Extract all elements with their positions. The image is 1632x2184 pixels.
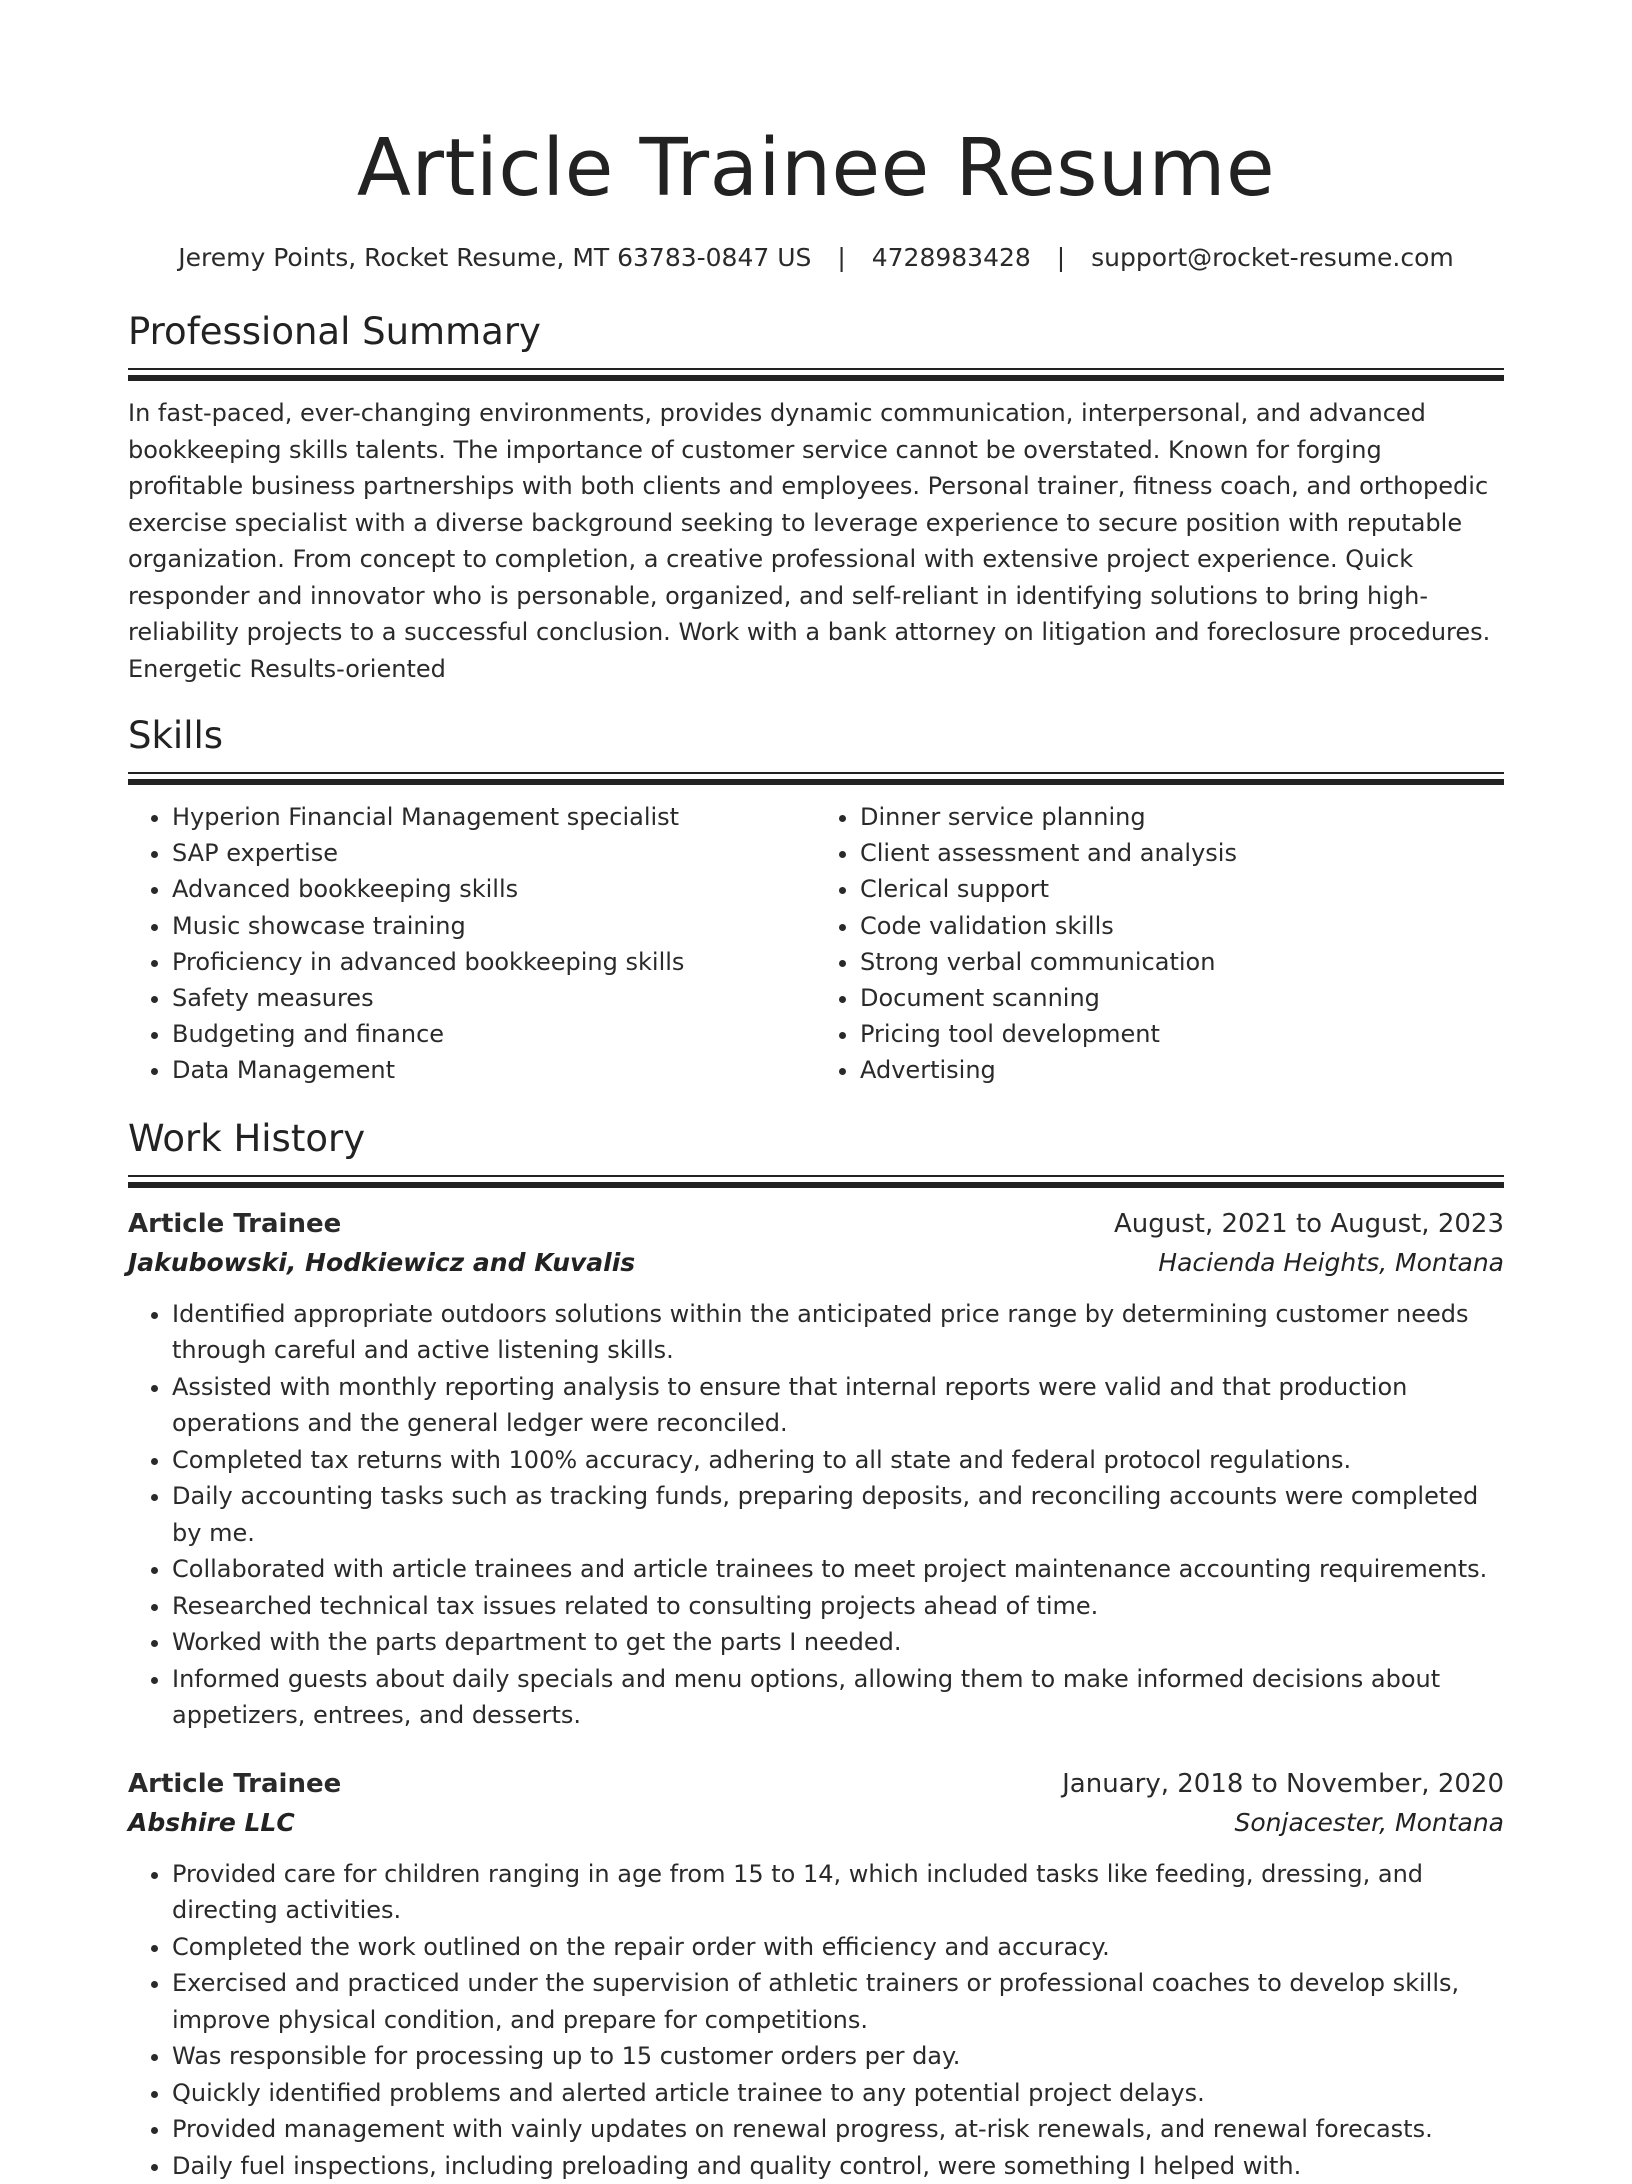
skills-columns — [128, 799, 1504, 1089]
job-entry — [128, 1204, 1504, 1734]
job-title: Article Trainee — [128, 1208, 342, 1239]
job-company: Jakubowski, Hodkiewicz and Kuvalis — [128, 1247, 636, 1277]
contact-address: Jeremy Points, Rocket Resume, MT 63783-0847 US — [178, 243, 812, 272]
job-dates: January, 2018 to November, 2020 — [1062, 1768, 1504, 1799]
skills-list-left — [128, 799, 816, 1089]
job-bullet: • Daily fuel inspections, including preloading and quality control, were something I helped with. — [172, 2148, 1504, 2184]
skill-item: • Hyperion Financial Management specialist — [172, 799, 816, 835]
skill-item: • Safety measures — [172, 980, 816, 1016]
section-rule-thick — [128, 779, 1504, 785]
resume-title: Article Trainee Resume — [356, 122, 1276, 214]
job-title: Article Trainee — [128, 1768, 342, 1799]
contact-email: support@rocket-resume.com — [1091, 243, 1454, 272]
job-location: Hacienda Heights, Montana — [1158, 1247, 1504, 1277]
section-heading-summary: Professional Summary — [128, 310, 541, 353]
job-bullet: • Completed tax returns with 100% accuracy, adhering to all state and federal protocol regulations. — [172, 1442, 1504, 1479]
skill-item: • Data Management — [172, 1052, 816, 1088]
job-subheader — [128, 1804, 1504, 1842]
job-bullet: • Identified appropriate outdoors solutions within the anticipated price range by determining customer needs through careful and active listening skills. — [172, 1296, 1504, 1369]
skill-item: • Strong verbal communication — [860, 944, 1504, 980]
job-entry — [128, 1764, 1504, 2184]
job-bullet: • Collaborated with article trainees and article trainees to meet project maintenance accounting requirements. — [172, 1551, 1504, 1588]
skill-item: • SAP expertise — [172, 835, 816, 871]
job-header — [128, 1764, 1504, 1804]
section-heading-work-history: Work History — [128, 1116, 366, 1160]
contact-line — [128, 242, 1504, 274]
job-dates: August, 2021 to August, 2023 — [1114, 1208, 1504, 1239]
section-rule-thick — [128, 375, 1504, 381]
section-rule — [128, 772, 1504, 774]
contact-separator: | — [837, 243, 846, 272]
contact-phone: 4728983428 — [871, 243, 1031, 272]
job-bullet-list — [128, 1856, 1504, 2184]
summary-section — [128, 308, 1504, 687]
section-rule — [128, 1175, 1504, 1177]
job-header — [128, 1204, 1504, 1244]
job-bullet: • Informed guests about daily specials and menu options, allowing them to make informed decisions about appetizers, entrees, and desserts. — [172, 1661, 1504, 1734]
skills-list-right — [816, 799, 1504, 1089]
job-bullet: • Completed the work outlined on the repair order with efficiency and accuracy. — [172, 1929, 1504, 1966]
skill-item: • Pricing tool development — [860, 1016, 1504, 1052]
section-rule — [128, 368, 1504, 370]
skill-item: • Code validation skills — [860, 908, 1504, 944]
job-bullet: • Quickly identified problems and alerted article trainee to any potential project delays. — [172, 2075, 1504, 2112]
job-bullet: • Was responsible for processing up to 15 customer orders per day. — [172, 2038, 1504, 2075]
section-rule-thick — [128, 1182, 1504, 1188]
skill-item: • Clerical support — [860, 871, 1504, 907]
skill-item: • Proficiency in advanced bookkeeping skills — [172, 944, 816, 980]
summary-text: In fast-paced, ever-changing environments, provides dynamic communication, interpersonal, and advanced bookkeeping skills talents. The importance of customer service cannot be overstated. Known for forging profitable business partnerships with both clients and employees. Personal trainer, fitness coach, and orthopedic exercise specialist with a diverse background seeking to leverage experience to secure position with reputable organization. From concept to completion, a creative professional with extensive project experience. Quick responder and innovator who is personable, organized, and self-reliant in identifying solutions to bring high-reliability projects to a successful conclusion. Work with a bank attorney on litigation and foreclosure procedures. Energetic Results-oriented — [128, 399, 1491, 683]
skill-item: • Budgeting and finance — [172, 1016, 816, 1052]
job-bullet: • Assisted with monthly reporting analysis to ensure that internal reports were valid and that production operations and the general ledger were reconciled. — [172, 1369, 1504, 1442]
skill-item: • Dinner service planning — [860, 799, 1504, 835]
skill-item: • Music showcase training — [172, 908, 816, 944]
skill-item: • Client assessment and analysis — [860, 835, 1504, 871]
job-bullet: • Provided care for children ranging in age from 15 to 14, which included tasks like feeding, dressing, and directing activities. — [172, 1856, 1504, 1929]
job-bullet: • Daily accounting tasks such as tracking funds, preparing deposits, and reconciling accounts were completed by me. — [172, 1478, 1504, 1551]
job-company: Abshire LLC — [128, 1807, 295, 1837]
work-history-section — [128, 1115, 1504, 2184]
job-subheader — [128, 1244, 1504, 1282]
job-bullet: • Provided management with vainly updates on renewal progress, at-risk renewals, and renewal forecasts. — [172, 2111, 1504, 2148]
job-bullet: • Exercised and practiced under the supervision of athletic trainers or professional coaches to develop skills, improve physical condition, and prepare for competitions. — [172, 1965, 1504, 2038]
job-bullet-list — [128, 1296, 1504, 1734]
skills-section — [128, 712, 1504, 1089]
skill-item: • Document scanning — [860, 980, 1504, 1016]
contact-separator: | — [1056, 243, 1066, 272]
section-heading-skills: Skills — [128, 714, 224, 757]
skill-item: • Advanced bookkeeping skills — [172, 871, 816, 907]
skill-item: • Advertising — [860, 1052, 1504, 1088]
job-bullet: • Researched technical tax issues related to consulting projects ahead of time. — [172, 1588, 1504, 1625]
job-location: Sonjacester, Montana — [1234, 1807, 1504, 1837]
job-bullet: • Worked with the parts department to get the parts I needed. — [172, 1624, 1504, 1661]
